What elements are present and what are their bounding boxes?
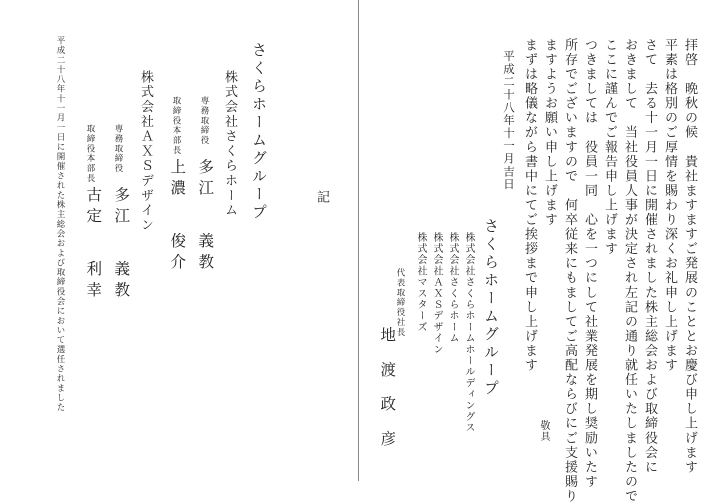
greeting-line-6: つきましては 役員一同 心を一つにして社業発展を期し奨励いたす xyxy=(582,38,597,490)
closing-keigu: 敬具 xyxy=(538,420,549,443)
company-2-name: 株式会社ＡＸＳデザイン xyxy=(138,70,153,233)
greeting-line-9: まずは略儀ながら書中にてご挨拶まで申し上げます xyxy=(522,38,537,373)
sender-name-char: 地 xyxy=(380,326,396,344)
company-1-role-2-name xyxy=(170,160,186,270)
greeting-line-1: 拝啓 晩秋の候 貴社ますますご発展のこととお慶び申し上げます xyxy=(682,38,697,475)
left-page xyxy=(0,0,358,481)
company-1-role-1-title: 専務取締役 xyxy=(199,96,209,146)
company-2-role-1-title: 専務取締役 xyxy=(113,124,123,174)
company-2-role-2-name xyxy=(86,188,102,298)
greeting-line-5: ここに謹んでご報告申し上げます xyxy=(602,38,617,257)
sender-name-char: 政 xyxy=(380,395,396,413)
sender-name xyxy=(380,328,396,447)
company-1-name: 株式会社さくらホーム xyxy=(222,70,237,218)
company-2-role-1-name xyxy=(114,188,130,298)
name-char: 教 xyxy=(114,280,130,299)
election-footnote: 平成二十八年十一月一日に開催された株主総会および取締役会において選任されました xyxy=(55,36,65,413)
page-fold-divider xyxy=(358,0,359,481)
sender-company-1: 株式会社さくらホームホールディングス xyxy=(463,232,474,434)
name-char: 江 xyxy=(198,178,214,197)
name-char: 上 xyxy=(170,158,186,176)
greeting-line-2: 平素は格別のご厚情を賜わり深くお礼申し上げます xyxy=(662,38,677,373)
company-1-role-2-title: 取締役本部長 xyxy=(171,96,181,156)
name-char: 江 xyxy=(114,206,130,225)
name-char: 介 xyxy=(170,252,186,271)
name-char: 多 xyxy=(198,158,214,176)
name-char: 義 xyxy=(114,260,130,278)
company-2-role-2-title: 取締役本部長 xyxy=(85,124,95,184)
greeting-line-4: おきまして 当社役員人事が決定され左記の通り就任いたしましたので xyxy=(622,38,637,504)
name-char: 利 xyxy=(86,260,102,278)
sender-name-char: 渡 xyxy=(380,360,396,379)
group-name: さくらホームグループ xyxy=(250,42,268,222)
name-char: 幸 xyxy=(86,280,102,299)
name-char: 定 xyxy=(86,206,102,225)
name-char: 濃 xyxy=(170,178,186,197)
sender-group-name: さくらホームグループ xyxy=(482,218,500,398)
sender-title: 代表取締役社長 xyxy=(395,268,405,338)
sender-company-3: 株式会社ＡＸＳデザイン xyxy=(431,232,442,356)
greeting-line-3: さて 去る十一月一日に開催されました株主総会および取締役会に xyxy=(642,38,657,475)
name-char: 多 xyxy=(114,186,130,204)
name-char: 古 xyxy=(86,186,102,204)
greeting-line-7: 所存でございますので 何卒従来にもましてご高配ならびにご支援賜り xyxy=(562,38,577,504)
sender-company-4: 株式会社マスターズ xyxy=(415,232,426,333)
sender-name-char: 彦 xyxy=(380,429,396,448)
name-char: 教 xyxy=(198,252,214,271)
ki-heading: 記 xyxy=(314,190,329,205)
right-page xyxy=(360,0,720,504)
sender-company-2: 株式会社さくらホーム xyxy=(447,232,458,344)
greeting-line-8: ますようお願い申し上げます xyxy=(542,38,557,228)
name-char: 義 xyxy=(198,232,214,250)
company-1-role-1-name xyxy=(198,160,214,270)
letter-date: 平成二十八年十一月吉日 xyxy=(502,50,516,191)
name-char: 俊 xyxy=(170,232,186,250)
